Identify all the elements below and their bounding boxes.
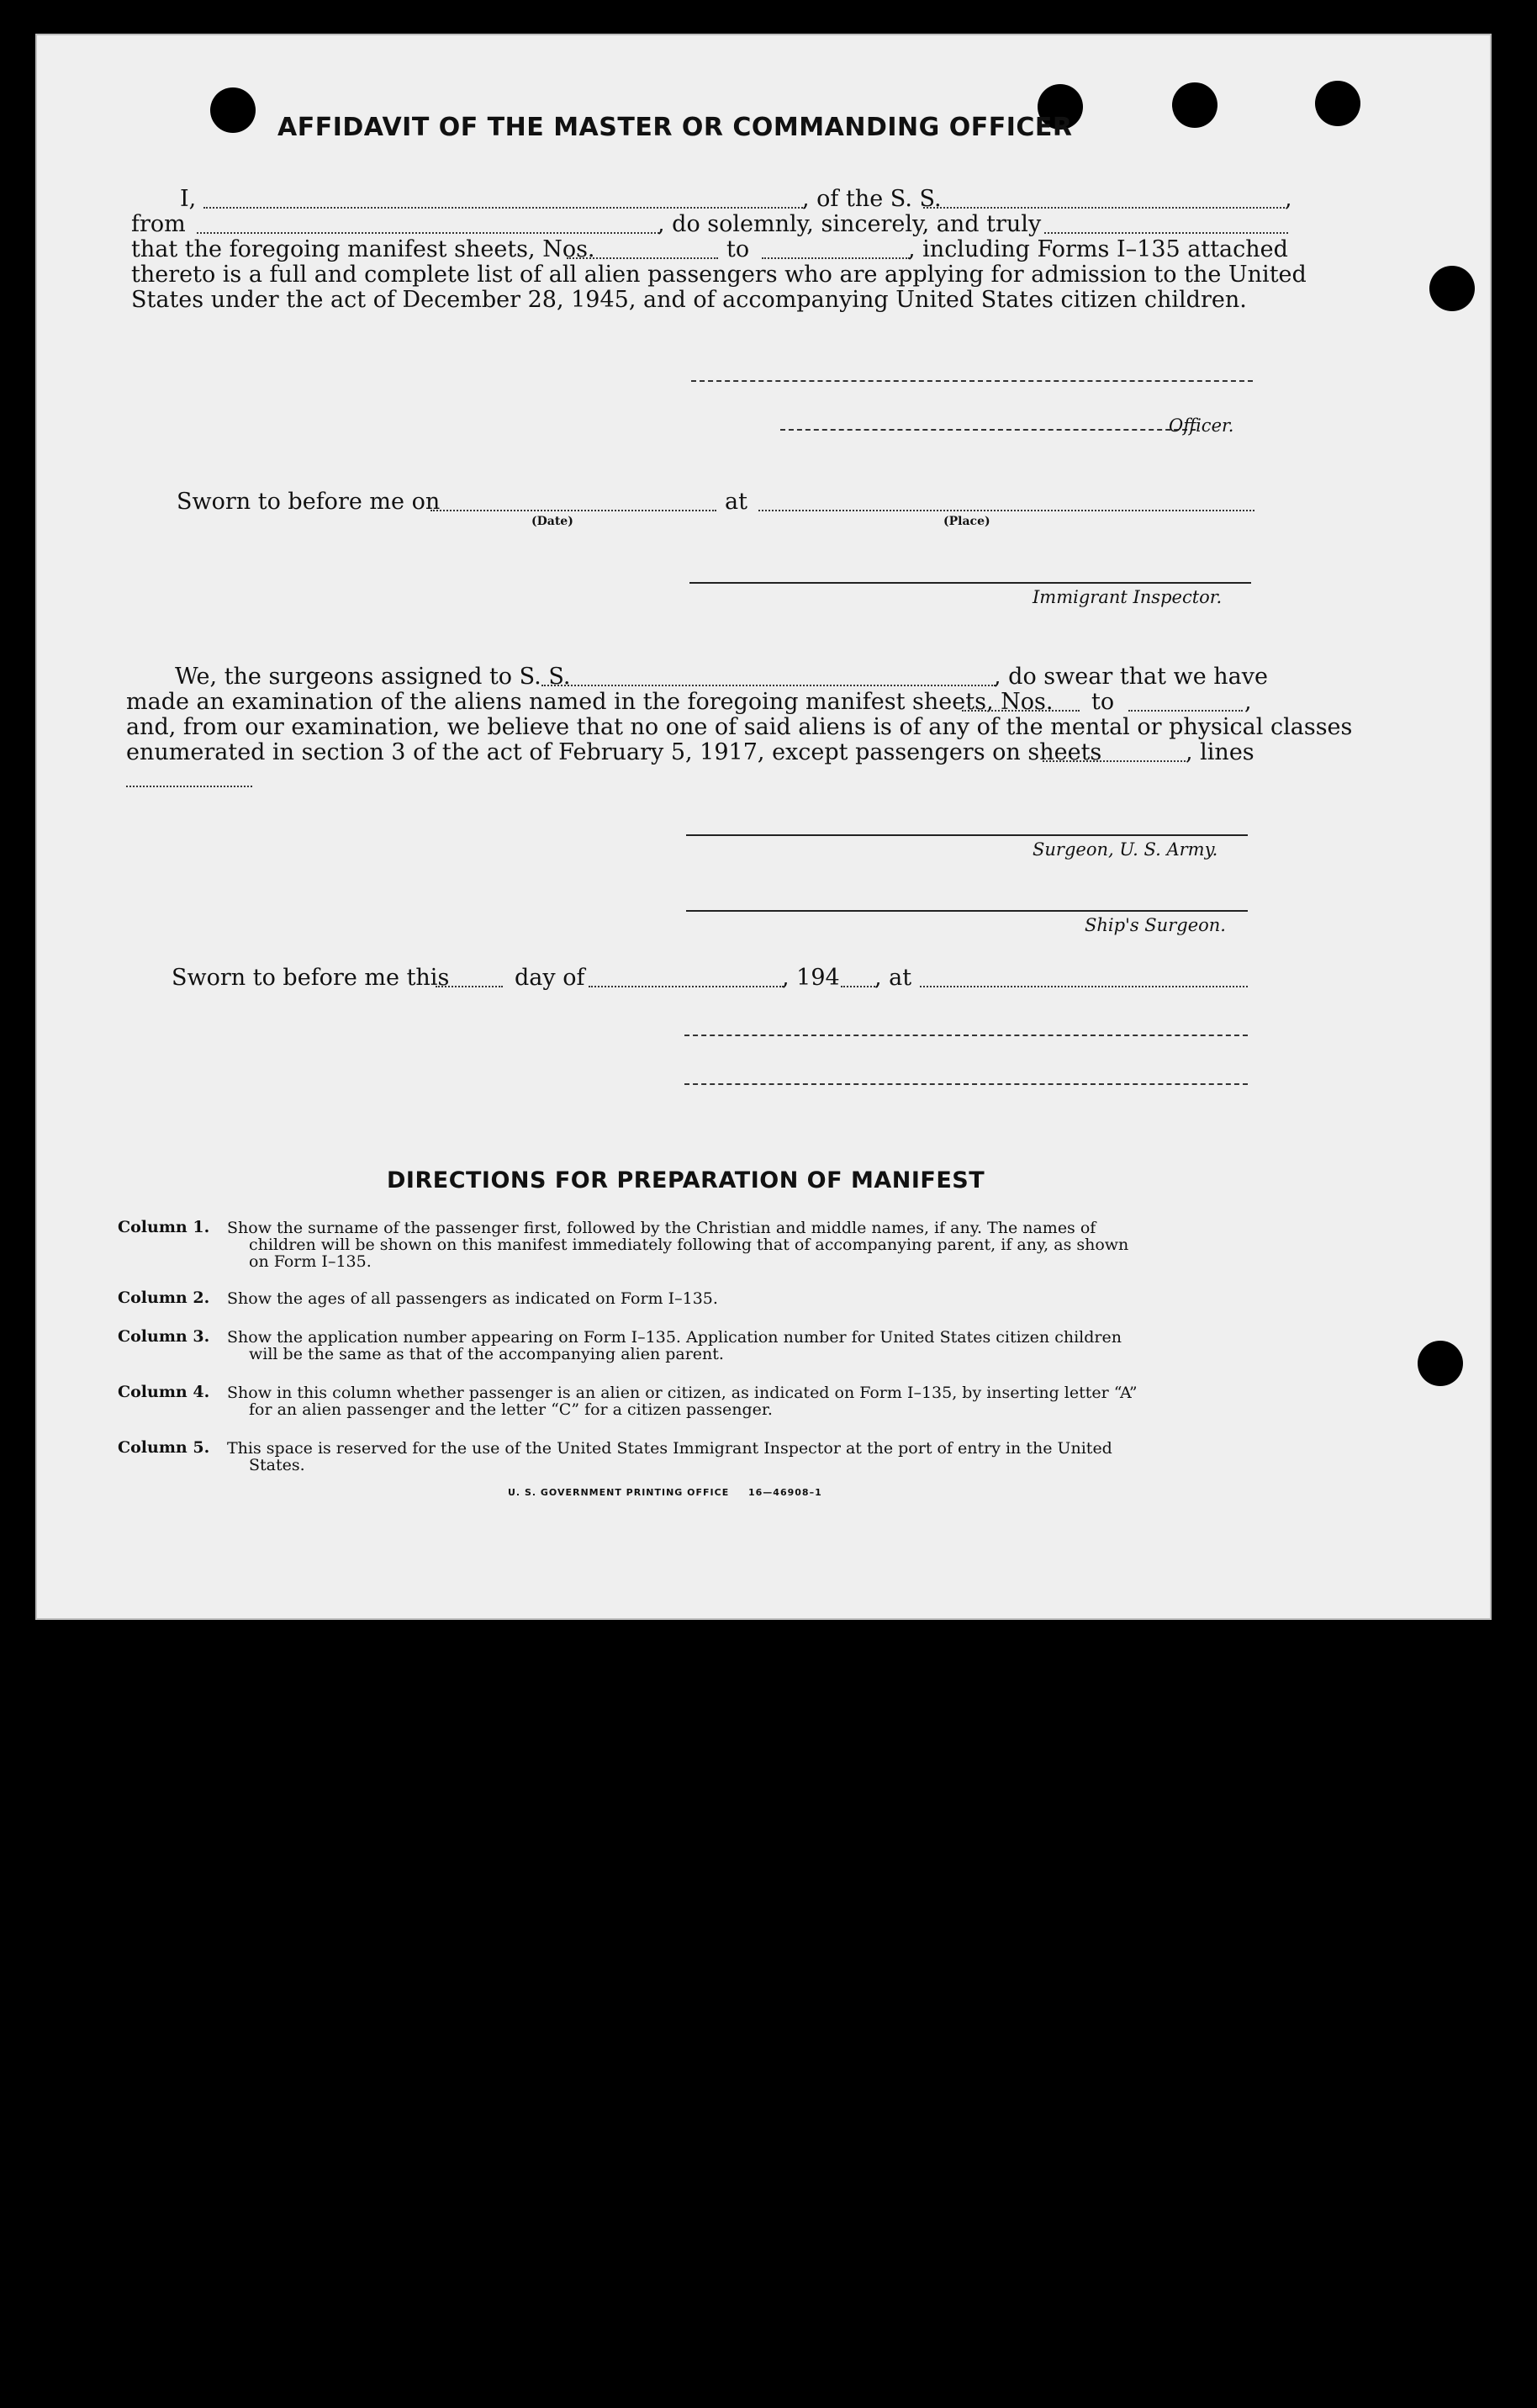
ship-surgeon-signature-line[interactable] <box>686 910 1248 912</box>
direction-line: on Form I–135. <box>249 1252 372 1271</box>
punch-hole <box>1418 1341 1463 1386</box>
sworn-day-blank[interactable] <box>436 986 503 987</box>
affidavit-line2-solemnly: , do solemnly, sincerely, and truly <box>658 211 1042 237</box>
officer-signature-line-2[interactable] <box>684 1035 1248 1036</box>
surgeon-ship-blank[interactable] <box>541 685 996 686</box>
form-code: 16—46908–1 <box>748 1487 822 1498</box>
direction-text <box>227 1220 1236 1270</box>
surgeons-line4-b: , lines <box>1186 739 1254 765</box>
sworn-place-blank[interactable] <box>758 510 1254 511</box>
punch-hole <box>210 87 256 133</box>
direction-text <box>227 1329 1236 1363</box>
direction-line: children will be shown on this manifest immediately following that of accompanying parent, if any, as shown <box>249 1236 1129 1254</box>
direction-line: Show in this column whether passenger is an alien or citizen, as indicated on Form I–135, by inserting letter “A” <box>227 1384 1138 1402</box>
direction-text <box>227 1384 1236 1418</box>
day-of-label: day of <box>515 965 585 991</box>
port-blank[interactable] <box>197 232 659 234</box>
surgeons-line4-a: enumerated in section 3 of the act of February 5, 1917, except passengers on sheets <box>126 739 1102 765</box>
direction-line: will be the same as that of the accompanying alien parent. <box>249 1345 724 1363</box>
affidavit-line5: States under the act of December 28, 1945, and of accompanying United States citizen children. <box>131 287 1247 313</box>
solemnly-blank[interactable] <box>1044 232 1288 234</box>
sheets-from-blank[interactable] <box>567 257 718 259</box>
officer-label: Officer. <box>1169 415 1234 436</box>
sworn-date-blank[interactable] <box>430 510 716 511</box>
direction-line: Show the surname of the passenger first, followed by the Christian and middle names, if any. The names of <box>227 1219 1096 1237</box>
sworn-month-blank[interactable] <box>589 986 784 987</box>
surgeons-line1-b: , do swear that we have <box>994 664 1268 690</box>
army-surgeon-signature-line[interactable] <box>686 834 1248 836</box>
affidavit-line1-i: I, <box>180 186 197 212</box>
surgeon-sheets-to-blank[interactable] <box>1128 710 1243 712</box>
direction-label: Column 3. <box>118 1327 210 1346</box>
place-label: (Place) <box>943 515 990 528</box>
affidavit-line3-a: that the foregoing manifest sheets, Nos. <box>131 236 595 262</box>
surgeon-sheets-from-blank[interactable] <box>962 710 1080 712</box>
sworn-at-label-2: , at <box>874 965 912 991</box>
sworn-this-label: Sworn to before me this <box>172 965 450 991</box>
army-surgeon-label: Surgeon, U. S. Army. <box>1033 839 1218 860</box>
direction-label: Column 4. <box>118 1383 210 1401</box>
affidavit-line3-b: , including Forms I–135 attached <box>908 236 1288 262</box>
sheets-to-blank[interactable] <box>762 257 910 259</box>
sworn-at-label: at <box>725 489 747 515</box>
surgeons-line3: and, from our examination, we believe that no one of said aliens is of any of the mental or physical classes <box>126 714 1353 740</box>
direction-line: Show the ages of all passengers as indicated on Form I–135. <box>227 1289 718 1308</box>
name-blank[interactable] <box>203 207 805 209</box>
date-label: (Date) <box>531 515 573 528</box>
punch-hole <box>1172 82 1217 128</box>
punch-hole <box>1429 266 1475 311</box>
direction-label: Column 1. <box>118 1218 210 1236</box>
affidavit-title: AFFIDAVIT OF THE MASTER OR COMMANDING OFFICER <box>277 113 1073 142</box>
affidavit-line1-comma: , <box>1285 186 1292 212</box>
surgeons-line2-a: made an examination of the aliens named in the foregoing manifest sheets, Nos. <box>126 689 1054 715</box>
sworn-at-blank[interactable] <box>920 986 1248 987</box>
inspector-label: Immigrant Inspector. <box>1033 587 1223 607</box>
directions-title: DIRECTIONS FOR PREPARATION OF MANIFEST <box>387 1167 985 1193</box>
direction-line: States. <box>249 1456 305 1474</box>
surgeons-line2-to: to <box>1091 689 1115 715</box>
ship-name-blank[interactable] <box>923 207 1285 209</box>
document-page <box>35 34 1492 1620</box>
year-blank[interactable] <box>841 986 878 987</box>
direction-label: Column 2. <box>118 1289 210 1307</box>
except-sheets-blank[interactable] <box>1043 760 1186 762</box>
ship-surgeon-label: Ship's Surgeon. <box>1085 915 1226 935</box>
year-label: , 194 <box>782 965 840 991</box>
direction-line: Show the application number appearing on Form I–135. Application number for United States citizen children <box>227 1328 1122 1347</box>
printer-imprint: U. S. GOVERNMENT PRINTING OFFICE <box>508 1487 730 1498</box>
signature-line[interactable] <box>691 380 1253 382</box>
officer-title-line[interactable] <box>684 1083 1248 1085</box>
affidavit-line3-to: to <box>726 236 750 262</box>
surgeons-line2-comma: , <box>1244 689 1252 715</box>
officer-signature-line[interactable] <box>780 429 1196 431</box>
direction-label: Column 5. <box>118 1438 210 1457</box>
direction-text <box>227 1290 1236 1307</box>
sworn-on-label: Sworn to before me on <box>177 489 441 515</box>
punch-hole <box>1315 81 1360 126</box>
direction-line: This space is reserved for the use of the United States Immigrant Inspector at the port of entry in the United <box>227 1439 1112 1458</box>
affidavit-line2-from: from <box>131 211 186 237</box>
direction-line: for an alien passenger and the letter “C” for a citizen passenger. <box>249 1400 773 1419</box>
affidavit-line4: thereto is a full and complete list of all alien passengers who are applying for admission to the United <box>131 262 1307 288</box>
inspector-signature-line[interactable] <box>689 582 1251 584</box>
surgeons-line1-a: We, the surgeons assigned to S. S. <box>175 664 571 690</box>
direction-text <box>227 1440 1236 1474</box>
lines-blank[interactable] <box>126 786 252 787</box>
affidavit-line1-ss: , of the S. S. <box>802 186 942 212</box>
